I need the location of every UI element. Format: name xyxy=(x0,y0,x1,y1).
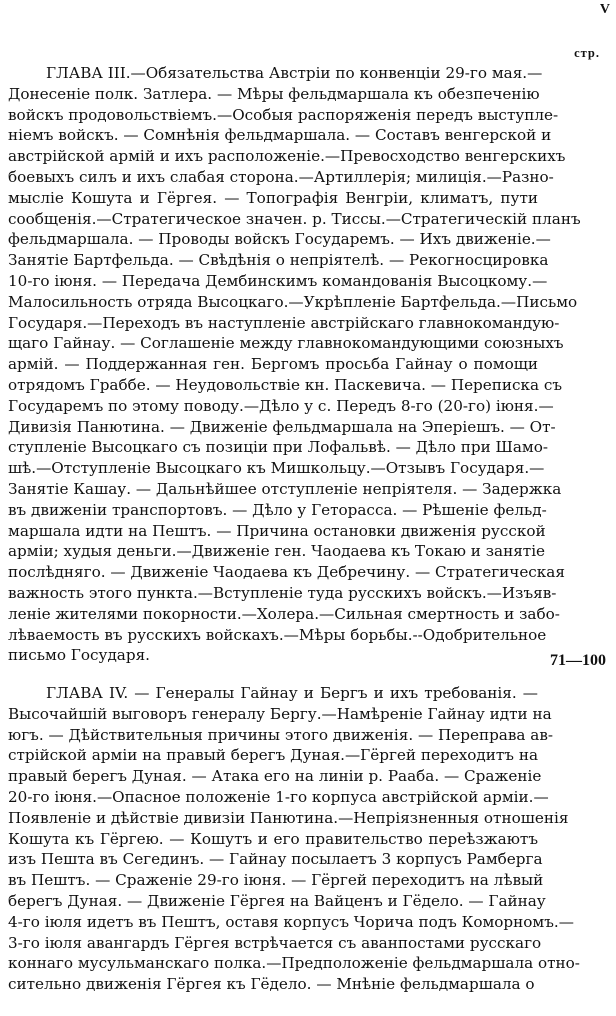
page-number: V xyxy=(599,2,610,17)
text-line: стрійской арміи на правый берегъ Дуная.—Гёргей переходитъ на xyxy=(8,746,538,765)
chapter-3-pages: 71—100 xyxy=(550,652,606,669)
text-line: щаго Гайнау. — Соглашеніе между главнокомандующими союзныхъ xyxy=(8,334,564,353)
text-line: Появленіе и дѣйствіе дивизіи Панютина.—Непріязненныя отношенія xyxy=(8,808,569,827)
text-line: Донесеніе полк. Затлера. — Мѣры фельдмаршала къ обезпеченію xyxy=(8,84,540,103)
text-line: Кошута къ Гёргею. — Кошутъ и его правительство переѣзжаютъ xyxy=(8,829,538,848)
text-line: коннаго мусульманскаго полка.—Предположеніе фельдмаршала отно- xyxy=(8,954,580,973)
text-line: Занятіе Кашау. — Дальнѣйшее отступленіе непріятеля. — Задержка xyxy=(8,479,562,498)
text-line: лѣваемость въ русскихъ войскахъ.—Мѣры борьбы.--Одобрительное xyxy=(8,625,547,644)
text-line: ГЛАВА III.—Обязательства Австріи по конвенціи 29-го мая.— xyxy=(46,64,543,82)
text-line: въ движеніи транспортовъ. — Дѣло у Геторасса. — Рѣшеніе фельд- xyxy=(8,500,547,519)
text-line: австрійской армій и ихъ расположеніе.—Превосходство венгерскихъ xyxy=(8,147,566,166)
text-line: арміи; худыя деньги.—Движеніе ген. Чаодаева къ Токаю и занятіе xyxy=(8,542,546,561)
text-line: леніе жителями покорности.—Холера.—Сильная смертность и забо- xyxy=(8,604,560,623)
text-line: маршала идти на Пештъ. — Причина остановки движенія русской xyxy=(8,521,546,540)
text-line: изъ Пешта въ Сегединъ. — Гайнау посылаетъ 3 корпусъ Рамберга xyxy=(8,850,543,869)
text-line: Занятіе Бартфельда. — Свѣдѣнія о непріятелѣ. — Рекогносцировка xyxy=(8,251,549,270)
text-line: мысліе Кошута и Гёргея. — Топографія Венгріи, климатъ, пути xyxy=(8,188,538,207)
text-line: берегъ Дуная. — Движеніе Гёргея на Вайценъ и Гёдело. — Гайнау xyxy=(8,891,546,910)
text-line: армій. — Поддержанная ген. Бергомъ просьба Гайнау о помощи xyxy=(8,355,538,374)
text-line: послѣдняго. — Движеніе Чаодаева къ Дебречину. — Стратегическая xyxy=(8,563,565,582)
pages-column-heading: стр. xyxy=(574,46,600,60)
chapter-4-summary xyxy=(8,683,580,995)
text-line: 3-го іюля авангардъ Гёргея встрѣчается съ аванпостами русскаго xyxy=(8,933,542,952)
text-line: Государемъ по этому поводу.—Дѣло у с. Передъ 8-го (20-го) іюня.— xyxy=(8,396,554,415)
text-line: югъ. — Дѣйствительныя причины этого движенія. — Переправа ав- xyxy=(8,725,554,744)
text-line: 20-го іюня.—Опасное положеніе 1-го корпуса австрійской арміи.— xyxy=(8,787,549,806)
text-line: фельдмаршала. — Проводы войскъ Государемъ. — Ихъ движеніе.— xyxy=(8,230,551,249)
chapter-3-summary xyxy=(8,63,581,666)
text-line: ступленіе Высоцкаго съ позиціи при Лофальвѣ. — Дѣло при Шамо- xyxy=(8,438,549,457)
text-line: Дивизія Панютина. — Движеніе фельдмаршала на Эперіешъ. — От- xyxy=(8,417,556,436)
text-line: войскъ продовольствіемъ.—Особыя распоряженія передъ выступле- xyxy=(8,105,559,124)
text-line: Малосильность отряда Высоцкаго.—Укрѣпленіе Бартфельда.—Письмо xyxy=(8,292,578,311)
text-line: отрядомъ Граббе. — Неудовольствіе кн. Паскевича. — Переписка съ xyxy=(8,375,563,394)
text-line: боевыхъ силъ и ихъ слабая сторона.—Артиллерія; милиція.—Разно- xyxy=(8,167,554,186)
text-line: письмо Государя. xyxy=(8,646,150,665)
text-line: 10-го іюня. — Передача Дембинскимъ командованія Высоцкому.— xyxy=(8,271,548,290)
text-line: сообщенія.—Стратегическое значен. р. Тиссы.—Стратегическій планъ xyxy=(8,209,581,228)
text-line: сительно движенія Гёргея къ Гёдело. — Мнѣніе фельдмаршала о xyxy=(8,975,535,994)
text-line: Государя.—Переходъ въ наступленіе австрійскаго главнокомандую- xyxy=(8,313,560,332)
text-line: Высочайшій выговоръ генералу Бергу.—Намѣреніе Гайнау идти на xyxy=(8,704,552,723)
text-line: ГЛАВА IV. — Генералы Гайнау и Бергъ и ихъ требованія. — xyxy=(46,684,538,702)
text-line: въ Пештъ. — Сраженіе 29-го іюня. — Гёргей переходитъ на лѣвый xyxy=(8,871,544,890)
text-line: шѣ.—Отступленіе Высоцкаго къ Мишкольцу.—Отзывъ Государя.— xyxy=(8,459,545,478)
text-line: ніемъ войскъ. — Сомнѣнія фельдмаршала. — Составъ венгерской и xyxy=(8,126,552,145)
text-line: правый берегъ Дуная. — Атака его на линіи р. Рааба. — Сраженіе xyxy=(8,767,542,786)
text-line: 4-го іюля идетъ въ Пештъ, оставя корпусъ Чорича подъ Коморномъ.— xyxy=(8,912,574,931)
text-line: важность этого пункта.—Вступленіе туда русскихъ войскъ.—Изъяв- xyxy=(8,583,557,602)
